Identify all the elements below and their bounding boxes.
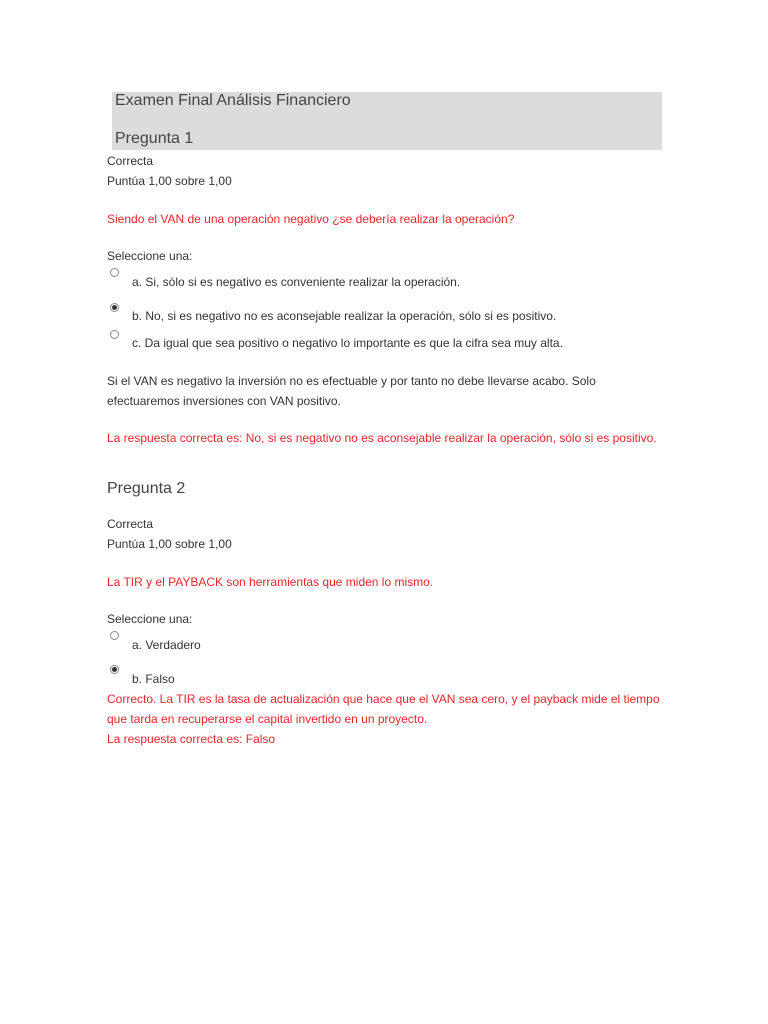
question-2-correct-answer: La respuesta correcta es: Falso: [107, 732, 276, 746]
question-1-option-c-label[interactable]: c. Da igual que sea positivo o negativo lo importante es que la cifra sea muy alta.: [132, 336, 563, 350]
question-1-correct-answer: La respuesta correcta es: No, si es negativo no es aconsejable realizar la operación, sólo si es positivo.: [107, 431, 657, 445]
question-2-option-b-radio[interactable]: [110, 665, 119, 674]
question-2-feedback: Correcto. La TIR es la tasa de actualización que hace que el VAN sea cero, y el payback mide el tiempo que tarda en recuperarse el capital invertido en un proyecto.: [107, 692, 660, 726]
question-2-text: La TIR y el PAYBACK son herramientas que miden lo mismo.: [107, 575, 434, 589]
question-1-status: Correcta: [107, 154, 154, 168]
question-1-feedback: Si el VAN es negativo la inversión no es efectuable y por tanto no debe llevarse acabo. Solo efectuaremos inversiones con VAN positivo.: [107, 374, 596, 408]
question-1-option-c-radio[interactable]: [110, 330, 119, 339]
question-2-option-a-radio[interactable]: [110, 631, 119, 640]
question-2-option-b-label[interactable]: b. Falso: [132, 672, 175, 686]
question-2-option-a-label[interactable]: a. Verdadero: [132, 638, 201, 652]
question-2-status: Correcta: [107, 517, 154, 531]
question-1-option-a-label[interactable]: a. Si, sólo si es negativo es conveniente realizar la operación.: [132, 275, 461, 289]
question-2-select-prompt: Seleccione una:: [107, 612, 193, 626]
question-1-text: Siendo el VAN de una operación negativo ¿se debería realizar la operación?: [107, 212, 515, 226]
question-1-select-prompt: Seleccione una:: [107, 249, 193, 263]
question-1-score: Puntúa 1,00 sobre 1,00: [107, 174, 232, 188]
question-2-score: Puntúa 1,00 sobre 1,00: [107, 537, 232, 551]
question-1-title: Pregunta 1: [115, 130, 194, 147]
question-1-option-b-label[interactable]: b. No, si es negativo no es aconsejable realizar la operación, sólo si es positivo.: [132, 309, 557, 323]
exam-title: Examen Final Análisis Financiero: [115, 92, 351, 109]
question-2-title: Pregunta 2: [107, 480, 186, 497]
question-1-option-a-radio[interactable]: [110, 268, 119, 277]
question-1-option-b-radio[interactable]: [110, 303, 119, 312]
